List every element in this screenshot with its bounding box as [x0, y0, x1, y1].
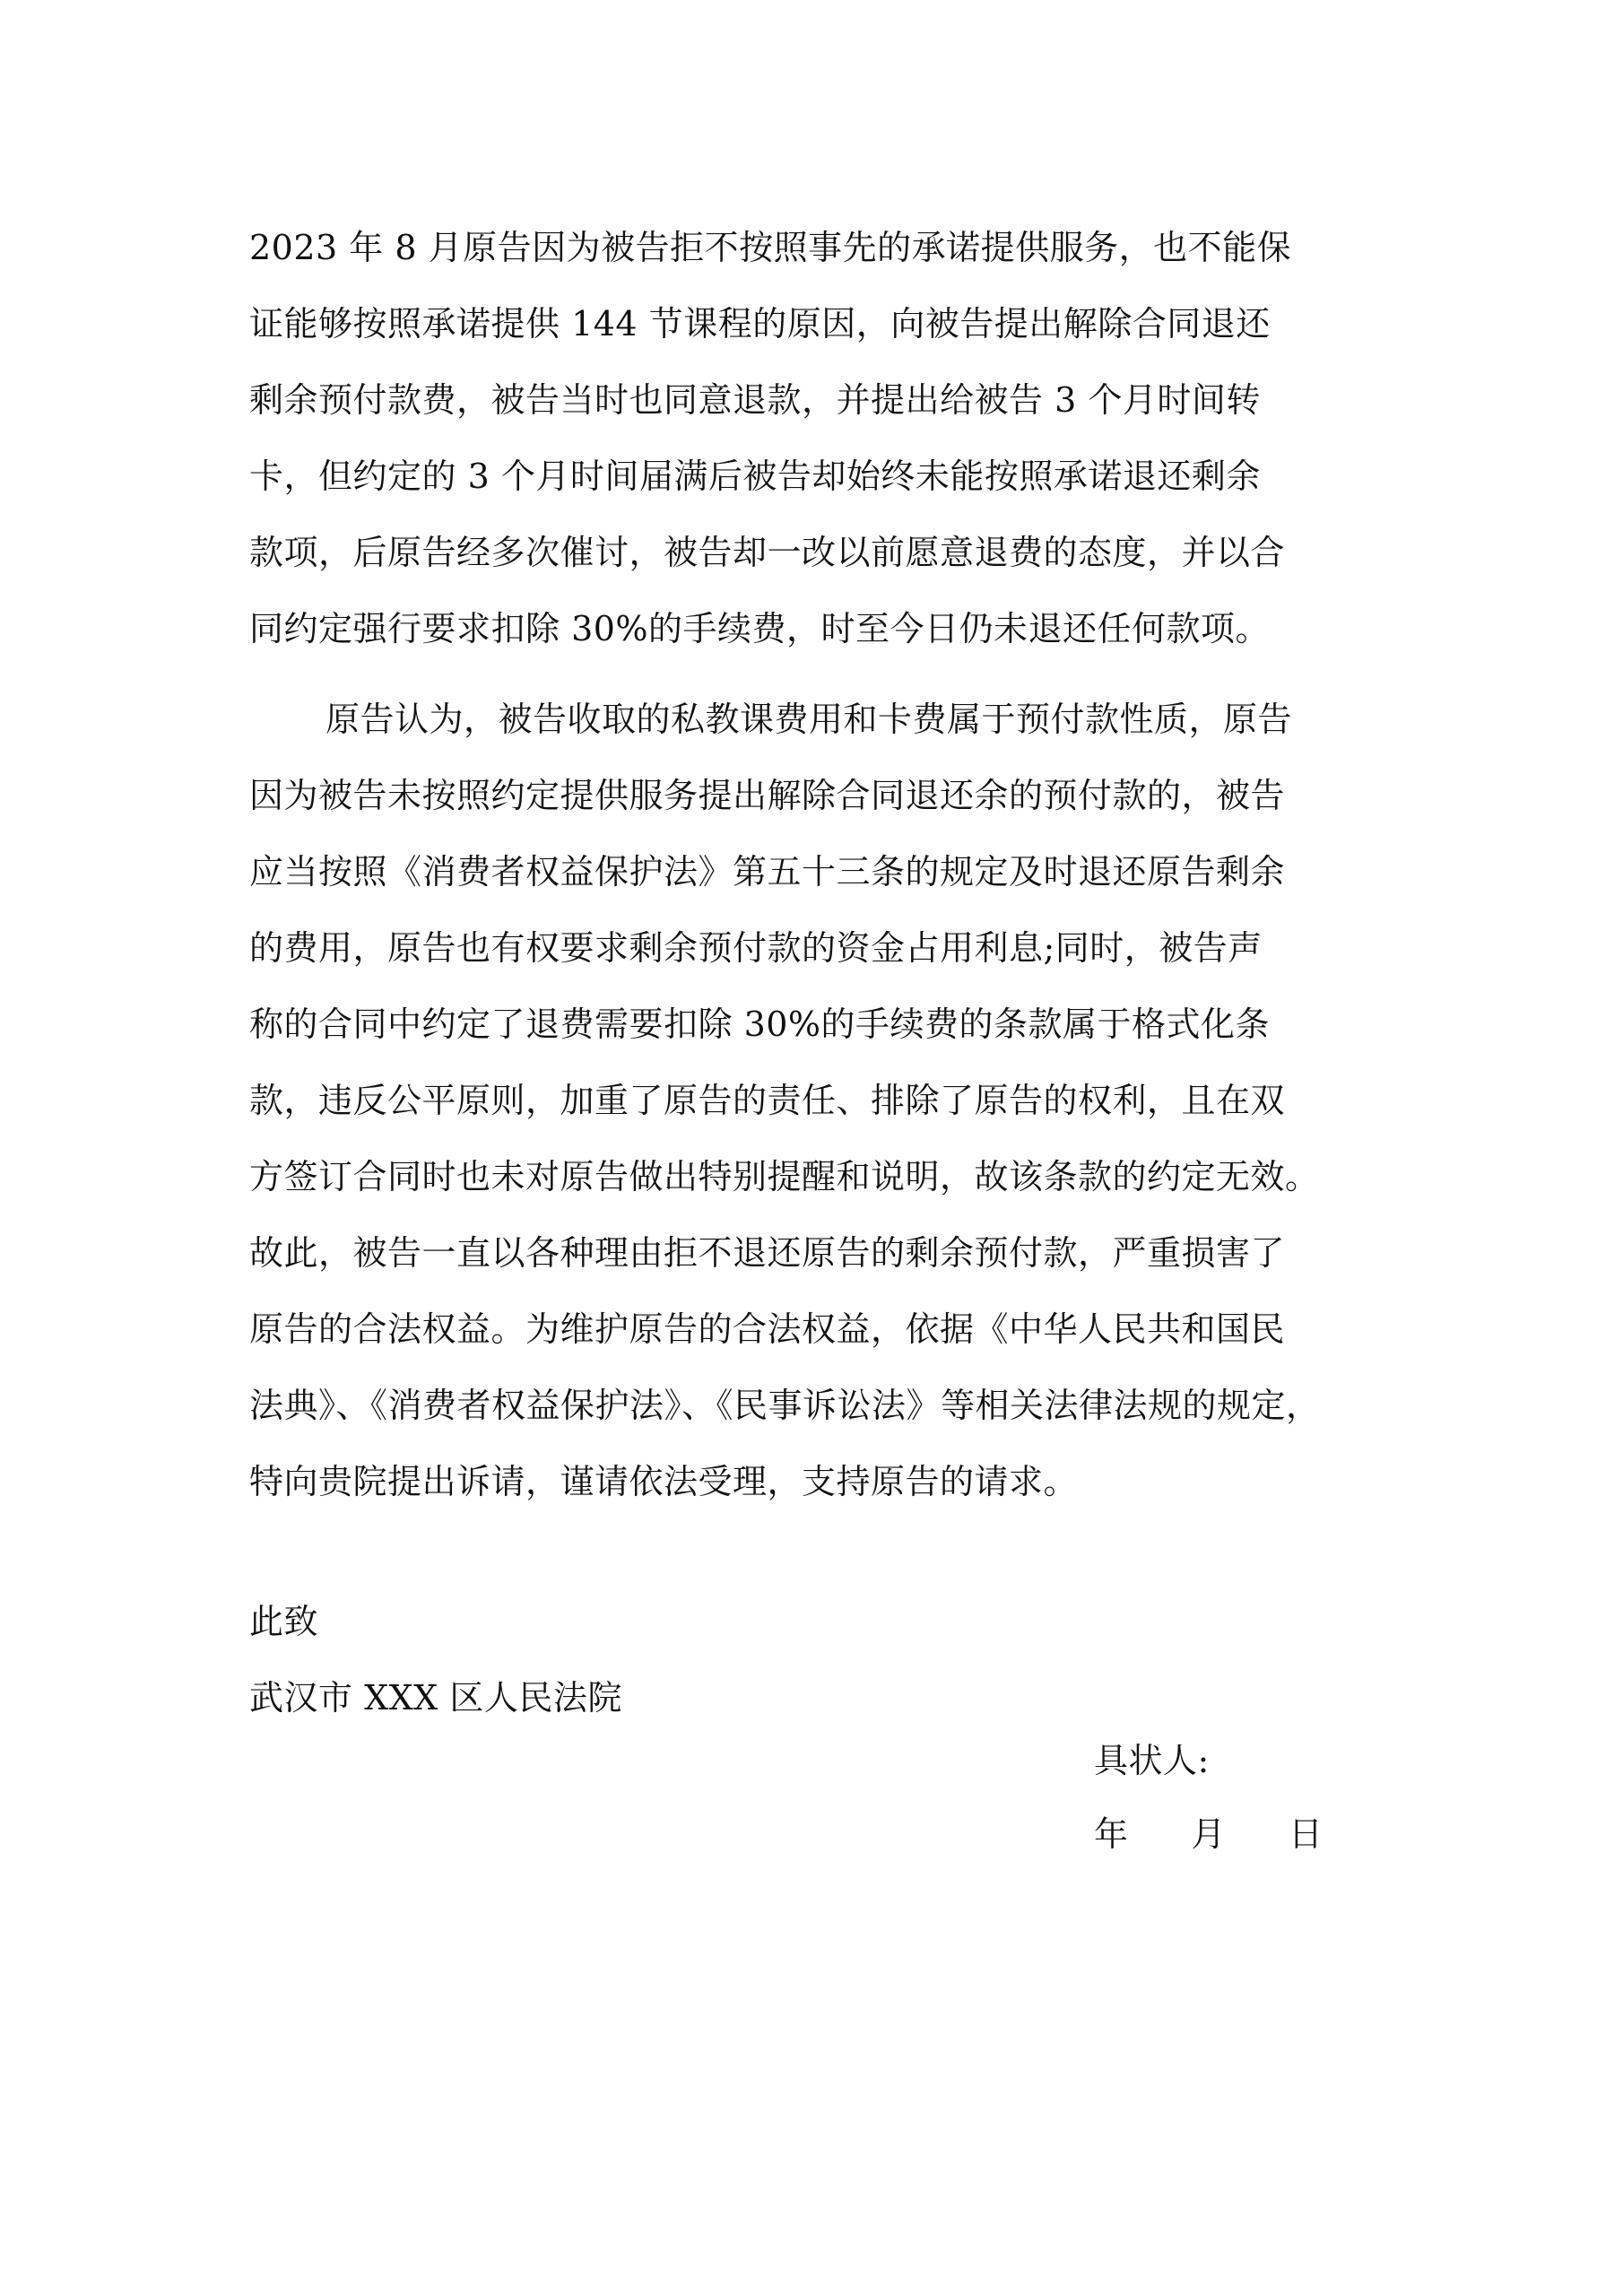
signature-month: 月: [1191, 1814, 1227, 1854]
paragraph2-line-7: 方签订合同时也未对原告做出特别提醒和说明，故该条款的约定无效。: [249, 1157, 1320, 1196]
paragraph2-line-8: 故此，被告一直以各种理由拒不退还原告的剩余预付款，严重损害了: [249, 1233, 1286, 1273]
paragraph2-line-4: 的费用，原告也有权要求剩余预付款的资金占用利息;同时，被告声: [249, 928, 1263, 968]
signature-date: [1094, 1812, 1324, 1857]
paragraph1-line-3: 剩余预付款费，被告当时也同意退款，并提出给被告 3 个月时间转: [249, 380, 1261, 420]
signature-year: 年: [1094, 1814, 1129, 1854]
paragraph2-line-9: 原告的合法权益。为维护原告的合法权益，依据《中华人民共和国民: [249, 1309, 1286, 1349]
paragraph2-line-5: 称的合同中约定了退费需要扣除 30%的手续费的条款属于格式化条: [249, 1004, 1271, 1044]
paragraph1-line-2: 证能够按照承诺提供 144 节课程的原因，向被告提出解除合同退还: [249, 304, 1271, 344]
paragraph2-line-1: 原告认为，被告收取的私教课费用和卡费属于预付款性质，原告: [325, 700, 1293, 739]
signature-label: 具状人:: [1094, 1741, 1210, 1780]
paragraph2-line-3: 应当按照《消费者权益保护法》第五十三条的规定及时退还原告剩余: [249, 852, 1286, 891]
paragraph2-line-10: 法典》、《消费者权益保护法》、《民事诉讼法》等相关法律法规的规定，: [249, 1386, 1321, 1425]
paragraph2-line-2: 因为被告未按照约定提供服务提出解除合同退还余的预付款的，被告: [249, 776, 1286, 815]
paragraph1-line-4: 卡，但约定的 3 个月时间届满后被告却始终未能按照承诺退还剩余: [249, 457, 1261, 496]
closing-court: 武汉市 XXX 区人民法院: [249, 1678, 622, 1718]
paragraph2-line-11: 特向贵院提出诉请，谨请依法受理，支持原告的请求。: [249, 1462, 1079, 1501]
paragraph1-line-1: 2023 年 8 月原告因为被告拒不按照事先的承诺提供服务，也不能保: [249, 228, 1292, 267]
signature-day: 日: [1289, 1814, 1324, 1854]
paragraph1-line-6: 同约定强行要求扣除 30%的手续费，时至今日仍未退还任何款项。: [249, 609, 1271, 648]
paragraph2-line-6: 款，违反公平原则，加重了原告的责任、排除了原告的权利，且在双: [249, 1081, 1286, 1120]
paragraph1-line-5: 款项，后原告经多次催讨，被告却一改以前愿意退费的态度，并以合: [249, 533, 1286, 572]
closing-salutation: 此致: [249, 1602, 319, 1641]
